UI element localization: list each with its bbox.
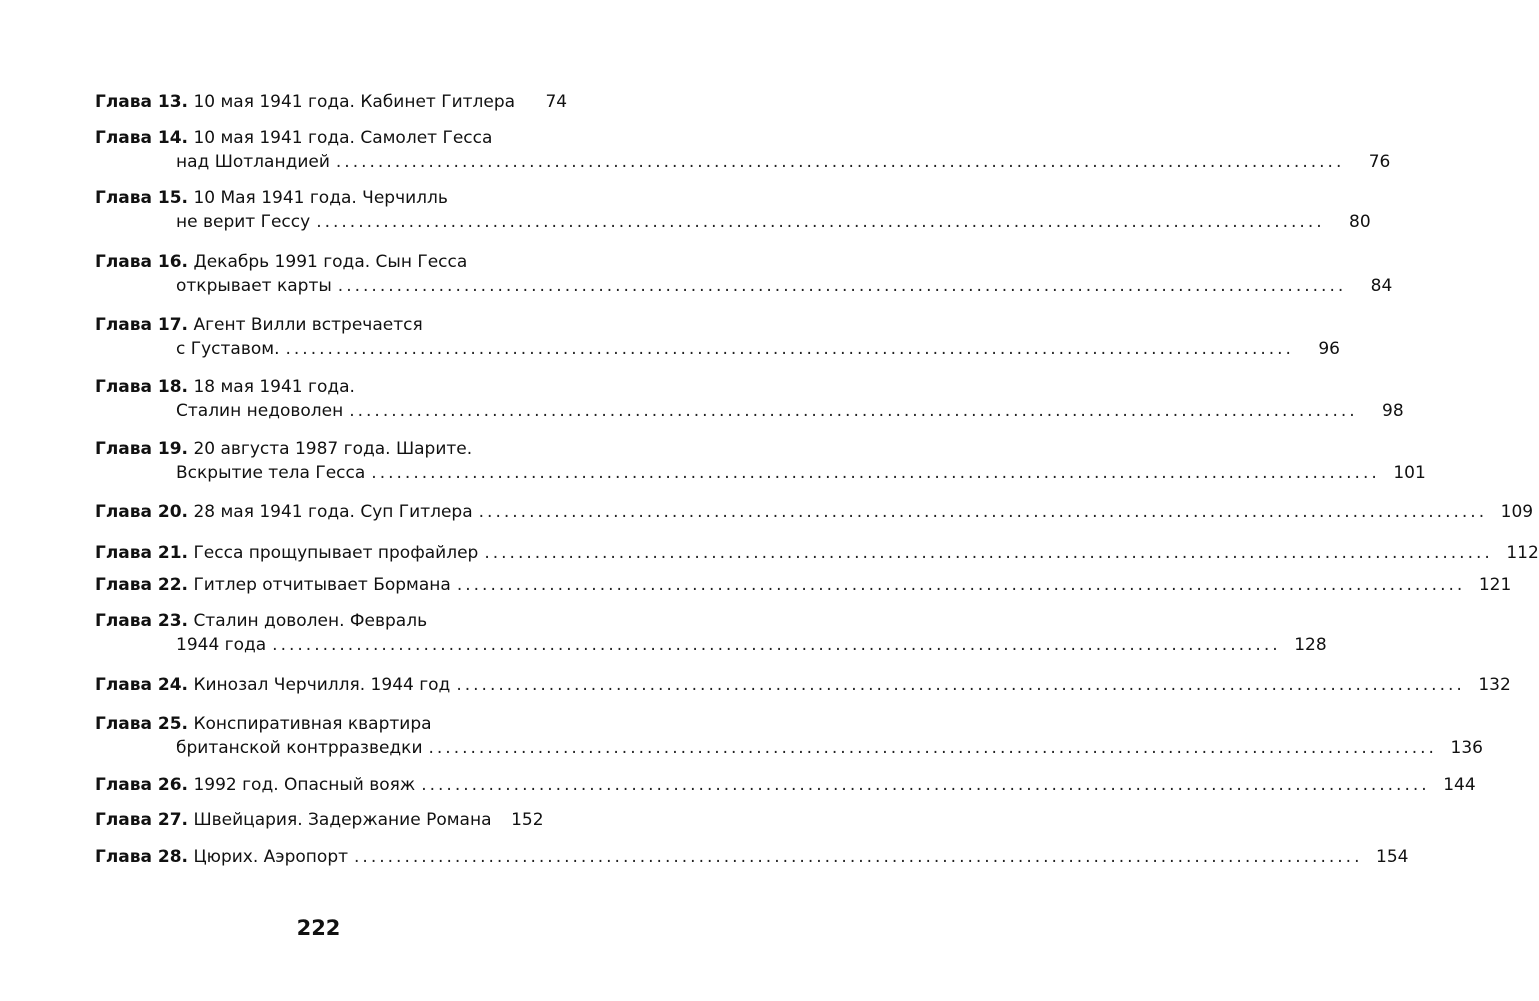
toc-entry-text (95, 188, 448, 208)
toc-entry-line (95, 609, 540, 633)
chapter-label: Глава 25. (95, 714, 189, 734)
toc-page-number: 154 (1376, 847, 1409, 867)
toc-entry-line (95, 673, 1511, 697)
chapter-title: 10 мая 1941 года. Самолет Гесса (193, 128, 493, 148)
chapter-label: Глава 15. (95, 188, 189, 208)
toc-entry-text (176, 736, 423, 760)
chapter-title: Вскрытие тела Гесса (176, 463, 366, 483)
chapter-title: Сталин доволен. Февраль (193, 611, 428, 631)
toc-entry[interactable] (95, 845, 1409, 869)
dot-leader: ........................................................................................................................ (272, 635, 1281, 655)
toc-entry-line (95, 461, 1426, 485)
toc-entry-text (95, 808, 492, 832)
toc-entry[interactable] (95, 500, 1534, 524)
toc-entry-line (95, 250, 540, 274)
chapter-label: Глава 23. (95, 611, 189, 631)
chapter-title: Сталин недоволен (176, 401, 344, 421)
toc-entry-line (95, 712, 540, 736)
toc-page-number: 96 (1318, 339, 1340, 359)
toc-entry-text (95, 252, 467, 272)
toc-entry-line (95, 337, 1340, 361)
chapter-title: над Шотландией (176, 152, 330, 172)
toc-entry-line (95, 313, 540, 337)
toc-entry[interactable] (95, 186, 1371, 234)
toc-entry-text (176, 633, 266, 657)
page-number: 222 (296, 916, 341, 940)
toc-page-number: 80 (1349, 212, 1371, 232)
toc-entry-line (95, 126, 540, 150)
toc-entry-text (95, 573, 451, 597)
dot-leader: ........................................................................................................................ (354, 847, 1363, 867)
toc-entry-line (95, 150, 1391, 174)
toc-entry[interactable] (95, 773, 1476, 797)
chapter-label: Глава 22. (95, 575, 189, 595)
toc-entry-line (95, 274, 1393, 298)
chapter-label: Глава 20. (95, 502, 189, 522)
toc-page-number: 109 (1500, 502, 1534, 522)
toc-entry-line (95, 399, 1404, 423)
chapter-label: Глава 28. (95, 847, 189, 867)
toc-entry-text (176, 210, 310, 234)
chapter-label: Глава 21. (95, 543, 189, 563)
dot-leader: ........................................................................................................................ (337, 276, 1347, 296)
toc-entry-line (95, 573, 1512, 597)
toc-entry-line (95, 773, 1476, 797)
toc-entry-text (95, 773, 415, 797)
toc-page-number: 152 (511, 810, 544, 830)
chapter-title: 1944 года (176, 635, 267, 655)
toc-page-number: 136 (1450, 738, 1483, 758)
toc-entry-line (95, 633, 1327, 657)
chapter-title: Агент Вилли встречается (193, 315, 423, 335)
toc-page-number: 128 (1294, 635, 1327, 655)
chapter-label: Глава 14. (95, 128, 189, 148)
dot-leader: ........................................................................................................................ (456, 675, 1465, 695)
toc-entry-text (176, 461, 365, 485)
toc-entry-line (95, 808, 544, 832)
toc-page-number: 76 (1368, 152, 1391, 172)
toc-page-number: 112 (1506, 543, 1539, 563)
chapter-label: Глава 13. (95, 92, 189, 112)
toc-entry-text (95, 611, 427, 631)
toc-entry-text (95, 315, 423, 335)
chapter-title: Гесса прощупывает профайлер (193, 543, 479, 563)
dot-leader: ........................................................................................................................ (371, 463, 1380, 483)
chapter-title: открывает карты (176, 276, 332, 296)
toc-entry-line (95, 210, 1371, 234)
chapter-title: Декабрь 1991 года. Сын Гесса (193, 252, 468, 272)
toc-entry-text (95, 714, 432, 734)
toc-entry-line (95, 90, 568, 114)
chapter-title: британской контрразведки (176, 738, 423, 758)
dot-leader: ........................................................................................................................ (349, 401, 1358, 421)
toc-page-number: 132 (1478, 675, 1511, 695)
toc-entry-text (176, 399, 343, 423)
toc-entry[interactable] (95, 573, 1512, 597)
chapter-label: Глава 18. (95, 377, 189, 397)
chapter-title: Швейцария. Задержание Романа (193, 810, 492, 830)
toc-entry-line (95, 375, 540, 399)
toc-page-number: 101 (1393, 463, 1426, 483)
chapter-label: Глава 26. (95, 775, 189, 795)
chapter-label: Глава 27. (95, 810, 189, 830)
toc-entry[interactable] (95, 437, 1426, 485)
toc-page-number: 121 (1478, 575, 1512, 595)
toc-entry[interactable] (95, 90, 568, 114)
chapter-title: Кинозал Черчилля. 1944 год (193, 675, 451, 695)
toc-entry-line (95, 541, 1539, 565)
dot-leader: ........................................................................................................................ (478, 502, 1488, 522)
toc-entry-text (95, 500, 473, 524)
chapter-title: Гитлер отчитывает Бормана (193, 575, 451, 595)
chapter-title: не верит Гессу (176, 212, 311, 232)
chapter-title: с Густавом. (176, 339, 280, 359)
toc-entry-text (95, 673, 450, 697)
chapter-title: Конспиративная квартира (193, 714, 432, 734)
dot-leader: ........................................................................................................................ (484, 543, 1493, 563)
toc-entry-text (176, 337, 280, 361)
chapter-label: Глава 17. (95, 315, 189, 335)
chapter-title: 10 мая 1941 года. Кабинет Гитлера (193, 92, 516, 112)
dot-leader: ........................................................................................................................ (316, 212, 1325, 232)
toc-page-number: 84 (1370, 276, 1393, 296)
toc-entry[interactable] (95, 609, 1327, 657)
toc-page-number: 74 (545, 92, 568, 112)
dot-leader: ........................................................................................................................ (285, 339, 1294, 359)
toc-entry-line (95, 500, 1534, 524)
dot-leader: ........................................................................................................................ (335, 152, 1345, 172)
toc-entry[interactable] (95, 808, 544, 832)
chapter-label: Глава 24. (95, 675, 189, 695)
toc-entry-text (95, 128, 492, 148)
toc-entry-text (95, 90, 515, 114)
toc-entry-line (95, 845, 1409, 869)
toc-entry-text (176, 150, 330, 174)
toc-entry[interactable] (95, 541, 1539, 565)
chapter-title: 20 августа 1987 года. Шарите. (193, 439, 473, 459)
toc-entry-text (95, 541, 478, 565)
chapter-title: 10 Мая 1941 года. Черчилль (193, 188, 448, 208)
toc-entry-text (95, 377, 355, 397)
toc-entry-line (95, 437, 540, 461)
toc-entry[interactable] (95, 313, 1340, 361)
chapter-label: Глава 19. (95, 439, 189, 459)
toc-page-number: 144 (1443, 775, 1476, 795)
toc-entry[interactable] (95, 375, 1404, 423)
chapter-title: 1992 год. Опасный вояж (193, 775, 416, 795)
toc-entry[interactable] (95, 250, 1393, 298)
chapter-title: 28 мая 1941 года. Суп Гитлера (193, 502, 473, 522)
chapter-title: Цюрих. Аэропорт (193, 847, 349, 867)
toc-page-number: 98 (1382, 401, 1404, 421)
toc-entry-line (95, 186, 540, 210)
toc-entry[interactable] (95, 712, 1483, 760)
dot-leader: ........................................................................................................................ (421, 775, 1430, 795)
toc-entry-text (95, 439, 472, 459)
dot-leader: ........................................................................................................................ (456, 575, 1466, 595)
toc-entry[interactable] (95, 673, 1511, 697)
toc-entry-text (95, 845, 348, 869)
chapter-title: 18 мая 1941 года. (193, 377, 355, 397)
toc-entry-text (176, 274, 332, 298)
toc-entry[interactable] (95, 126, 1391, 174)
chapter-label: Глава 16. (95, 252, 189, 272)
dot-leader: ........................................................................................................................ (428, 738, 1437, 758)
toc-entry-line (95, 736, 1483, 760)
